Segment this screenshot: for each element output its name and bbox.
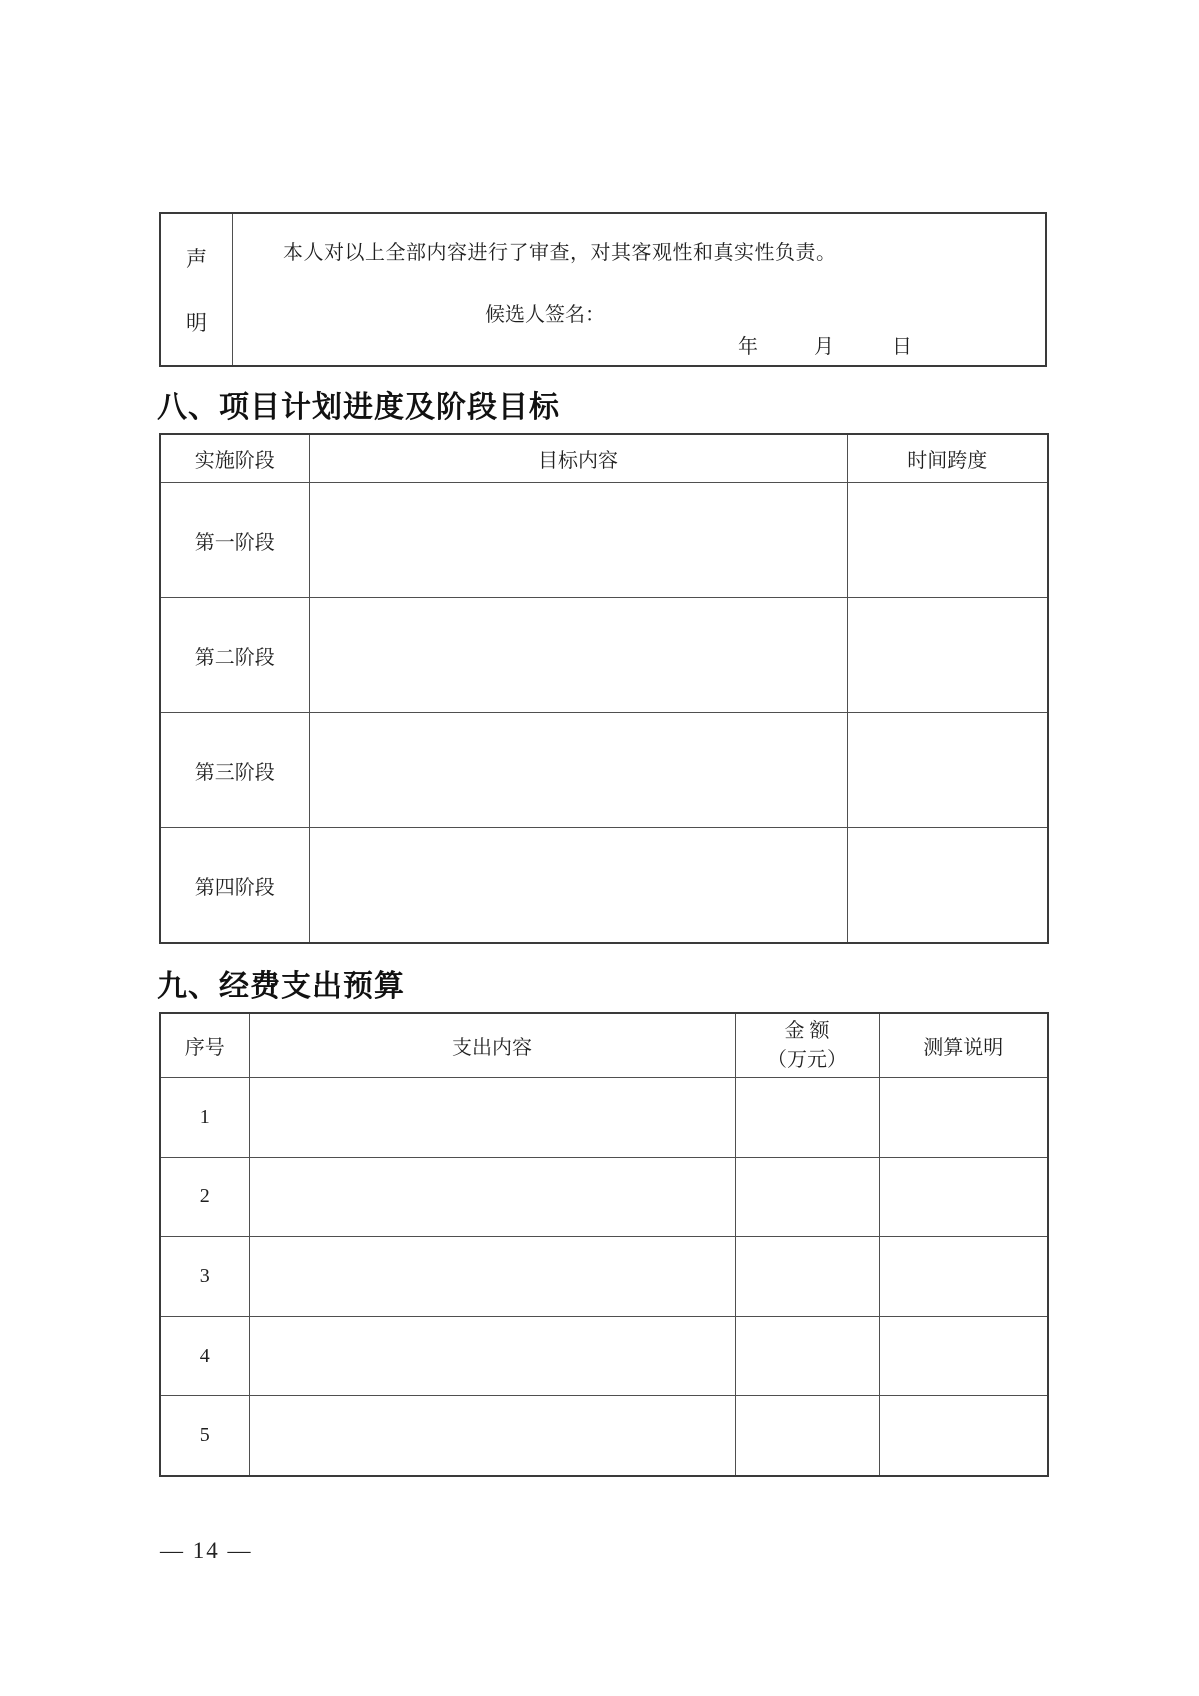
content-cell: [249, 1078, 735, 1158]
index-cell: 5: [160, 1396, 249, 1476]
index-cell: 3: [160, 1237, 249, 1317]
content-cell: [249, 1396, 735, 1476]
page-number: — 14 —: [160, 1538, 253, 1563]
stage-cell: 第三阶段: [160, 713, 309, 828]
amount-cell: [735, 1157, 879, 1237]
amount-label-line1: 金 额: [784, 1019, 830, 1042]
goal-cell: [309, 713, 847, 828]
amount-cell: [735, 1316, 879, 1396]
goal-cell: [309, 828, 847, 944]
declaration-row-label: [161, 214, 233, 365]
schedule-row-4: [160, 828, 1048, 944]
schedule-col-stage: 实施阶段: [160, 434, 309, 483]
amount-cell: [735, 1078, 879, 1158]
stage-cell: 第一阶段: [160, 483, 309, 598]
section-heading-schedule: 八、项目计划进度及阶段目标: [157, 391, 560, 424]
timespan-cell: [847, 713, 1048, 828]
year-label: 年: [738, 336, 758, 358]
schedule-row-2: [160, 598, 1048, 713]
note-cell: [879, 1316, 1048, 1396]
budget-col-note: 测算说明: [879, 1013, 1048, 1078]
budget-row-2: [160, 1157, 1048, 1237]
index-cell: 2: [160, 1157, 249, 1237]
month-label: 月: [814, 336, 834, 358]
section-heading-budget: 九、经费支出预算: [157, 970, 405, 1003]
amount-cell: [735, 1396, 879, 1476]
declaration-label-char-2: 明: [186, 310, 207, 335]
schedule-row-3: [160, 713, 1048, 828]
note-cell: [879, 1157, 1048, 1237]
content-cell: [249, 1237, 735, 1317]
schedule-table: [159, 433, 1049, 944]
amount-label-line2: （万元）: [767, 1048, 847, 1071]
date-line: [233, 330, 1045, 356]
budget-table: [159, 1012, 1049, 1477]
stage-cell: 第四阶段: [160, 828, 309, 944]
note-cell: [879, 1396, 1048, 1476]
schedule-row-1: [160, 483, 1048, 598]
timespan-cell: [847, 828, 1048, 944]
index-cell: 1: [160, 1078, 249, 1158]
amount-cell: [735, 1237, 879, 1317]
budget-col-index: 序号: [160, 1013, 249, 1078]
note-cell: [879, 1237, 1048, 1317]
schedule-header-row: [160, 434, 1048, 483]
declaration-content-cell: [233, 214, 1045, 365]
index-cell: 4: [160, 1316, 249, 1396]
budget-row-1: [160, 1078, 1048, 1158]
schedule-col-timespan: 时间跨度: [847, 434, 1048, 483]
budget-header-row: [160, 1013, 1048, 1078]
budget-col-amount: [735, 1013, 879, 1078]
content-cell: [249, 1316, 735, 1396]
goal-cell: [309, 483, 847, 598]
declaration-table: [159, 212, 1047, 367]
declaration-label-char-1: 声: [186, 246, 207, 271]
budget-row-4: [160, 1316, 1048, 1396]
timespan-cell: [847, 483, 1048, 598]
budget-row-3: [160, 1237, 1048, 1317]
candidate-signature-label: 候选人签名：: [485, 304, 605, 326]
budget-row-5: [160, 1396, 1048, 1476]
content-cell: [249, 1157, 735, 1237]
budget-col-content: 支出内容: [249, 1013, 735, 1078]
schedule-col-goal: 目标内容: [309, 434, 847, 483]
day-label: 日: [892, 336, 912, 358]
note-cell: [879, 1078, 1048, 1158]
timespan-cell: [847, 598, 1048, 713]
stage-cell: 第二阶段: [160, 598, 309, 713]
goal-cell: [309, 598, 847, 713]
declaration-statement: 本人对以上全部内容进行了审查，对其客观性和真实性负责。: [283, 242, 837, 264]
